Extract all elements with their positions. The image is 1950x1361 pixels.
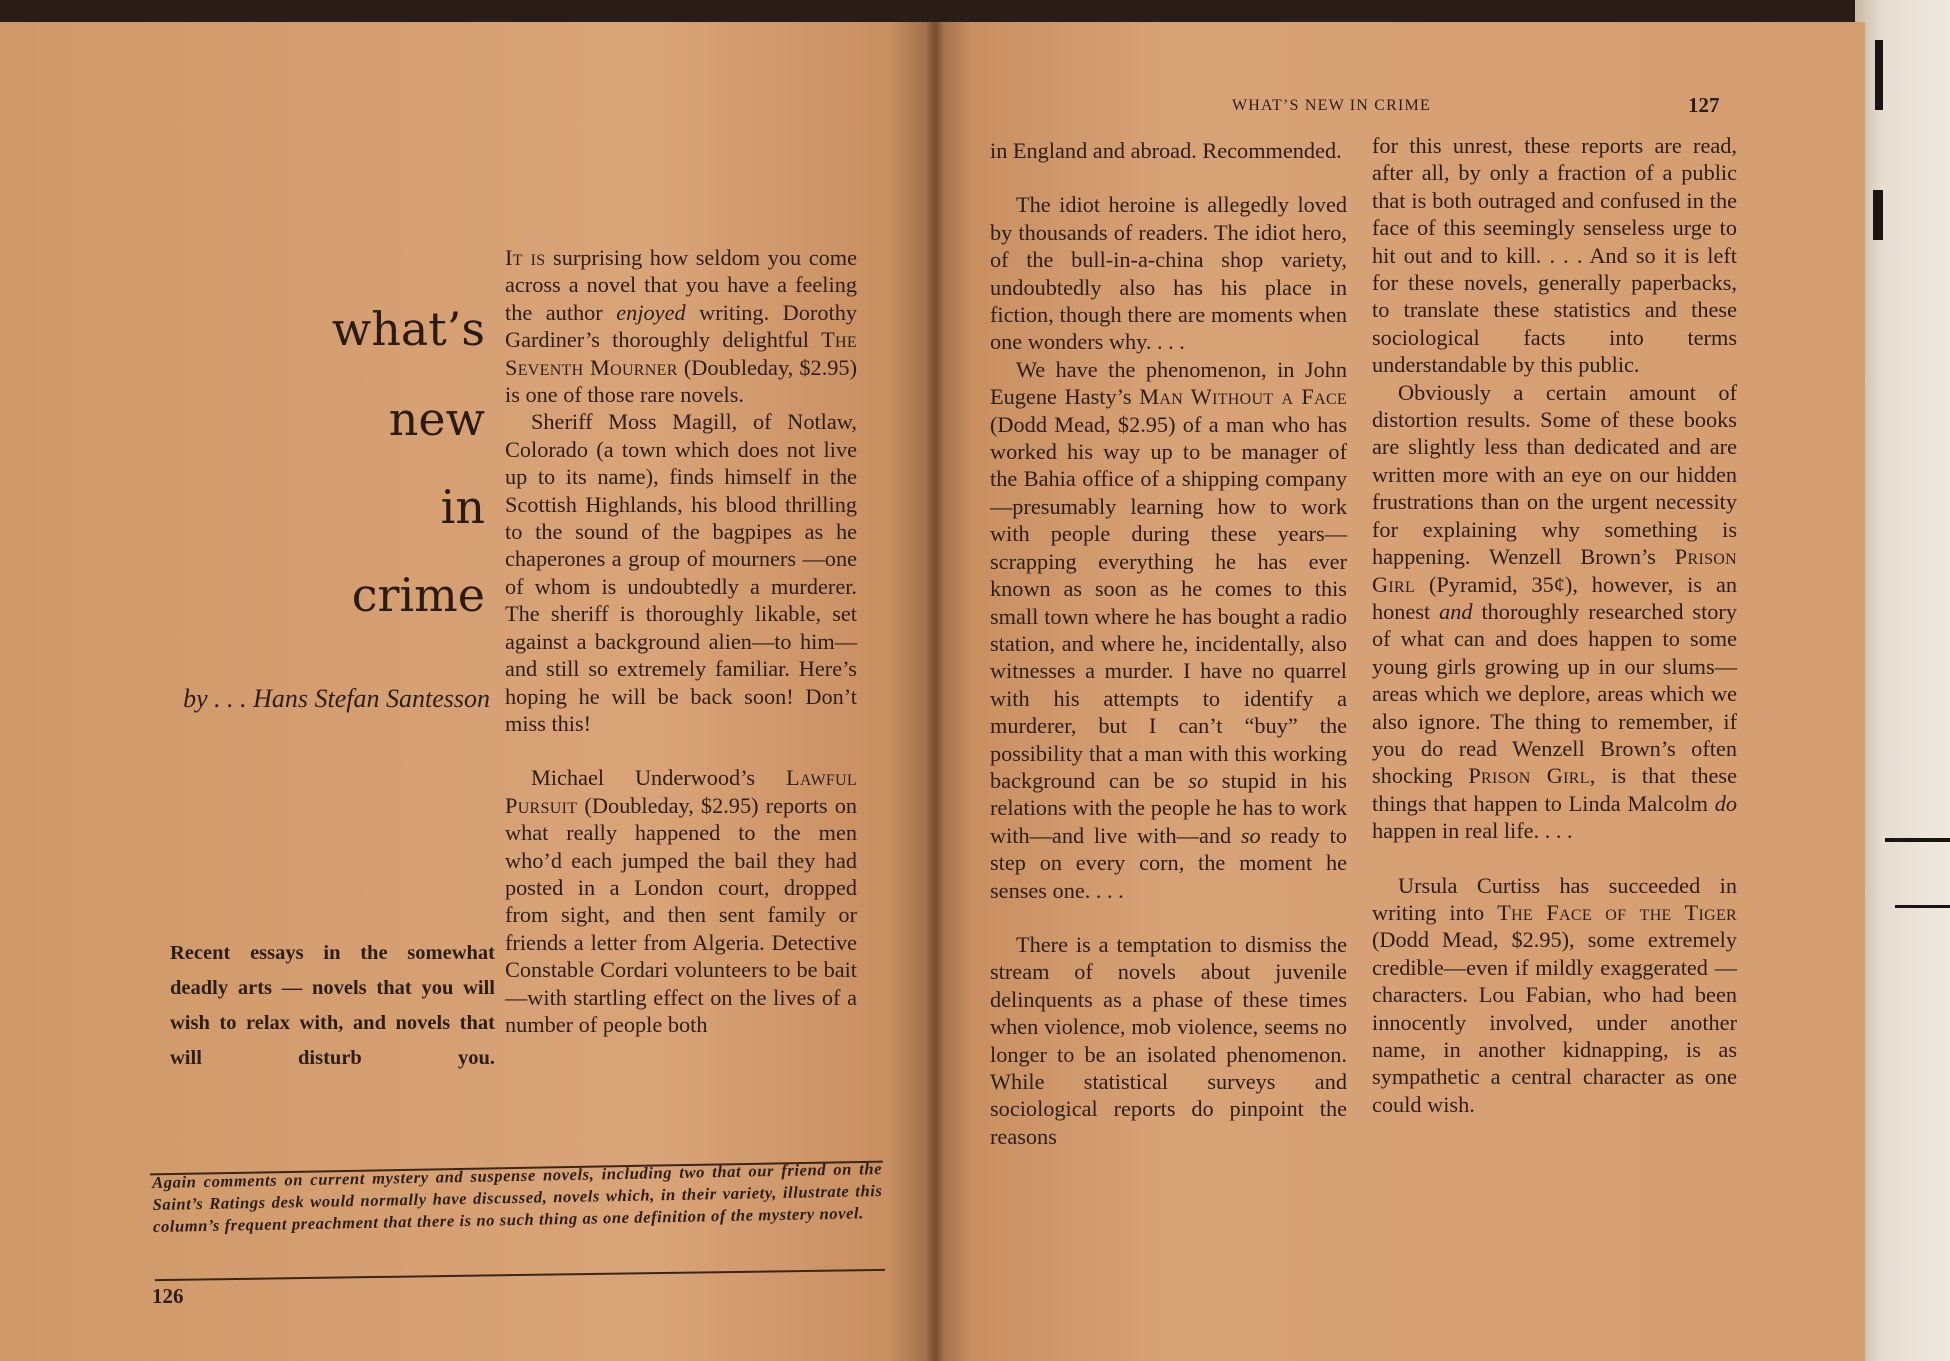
right-text-column-1 [990, 137, 1347, 1150]
edge-mark [1895, 905, 1950, 908]
page-number: 127 [1688, 93, 1720, 117]
running-head: WHAT’S NEW IN CRIME [1232, 97, 1431, 114]
page-number: 126 [152, 1284, 184, 1308]
title-word: what’s [331, 302, 485, 356]
edge-mark [1885, 838, 1950, 842]
paragraph: We have the phenomenon, in John Eugene Hasty’s Man Without a Face (Dodd Mead, $2.95) of a man who has worked his way up to be manager of the Bahia office of a shipping company—presumably learning how to work with people during these years—scrapping everything he has ever known as soon as he comes to this small town where he has bought a radio station, and where he, incidentally, also witnesses a murder. I have no quarrel with his attempts to identify a murderer, but I can’t “buy” the possibility that a man with this working background can be so stupid in his relations with the people he has to work with—and live with—and so ready to step on every corn, the moment he senses one. . . . [990, 356, 1347, 903]
title-word: crime [351, 568, 485, 622]
paragraph: Ursula Curtiss has succeeded in writing into The Face of the Tiger (Dodd Mead, $2.95), some extremely credible—even if mildly exaggerated — characters. Lou Fabian, who had been innocently involved, under another name, in another kidnapping, is as sympathetic a central character as one could wish. [1372, 872, 1738, 1117]
article-title [200, 302, 485, 632]
title-word: in [440, 480, 485, 534]
paragraph: Sheriff Moss Magill, of Notlaw, Colorado (a town which does not live up to its name), finds himself in the Scottish Highlands, his blood thrilling to the sound of the bagpipes as he chaperones a group of mourners —one of whom is undoubtedly a murderer. The sheriff is thoroughly likable, set against a background alien—to him—and still so extremely familiar. Here’s hoping he will be back soon! Don’t miss this! [505, 409, 857, 736]
gutter [926, 22, 944, 1361]
paragraph: for this unrest, these reports are read, after all, by only a fraction of a public that is both outraged and confused in the face of this seemingly senseless urge to hit out and to kill. . . . And so it is left for these novels, generally paperbacks, to translate these statistics and these sociological facts into terms understandable by this public. [1372, 133, 1737, 378]
right-text-column-2 [1372, 132, 1737, 1118]
edge-mark [1873, 190, 1883, 240]
paragraph: There is a temptation to dismiss the stream of novels about juvenile delinquents as a phase of these times when violence, mob violence, seems no longer to be an isolated phenomenon. While statistical surveys and sociological reports do pinpoint the reasons [990, 931, 1347, 1149]
book-title: Prison Girl [1372, 544, 1737, 597]
blurb: Recent essays in the somewhat deadly arts — novels that you will wish to relax with, and novels that will disturb you. [170, 942, 495, 1069]
paragraph: Michael Underwood’s Lawful Pursuit (Doubleday, $2.95) reports on what really happened to the men who’d each jumped the bail they had posted in a London court, dropped from sight, and then sent family or friends a letter from Algeria. Detective Constable Cordari volunteers to be bait—with startling effect on the lives of a number of people both [505, 765, 857, 1037]
paragraph: in England and abroad. Recommended. [990, 138, 1342, 163]
byline: by . . . Hans Stefan Santesson [183, 684, 490, 713]
title-word: new [388, 392, 485, 446]
book-title: Prison Girl [1468, 763, 1590, 789]
paragraph: The idiot heroine is allegedly loved by thousands of readers. The idiot hero, of the bull-in-a-china shop variety, undoubtedly also has his place in fiction, though there are moments when one wonders why. . . . [990, 192, 1347, 355]
paragraph: It is surprising how seldom you come across a novel that you have a feeling the author enjoyed writing. Dorothy Gardiner’s thoroughly delightful The Seventh Mourner (Doubleday, $2.95) is one of those rare novels. [505, 245, 857, 408]
editor-note: Again comments on current mystery and suspense novels, including two that our friend on the Saint’s Ratings desk would normally have discussed, novels which, in their variety, illustrate this column’s frequent preachment that there is no such thing as one definition of the mystery novel. [152, 1158, 883, 1236]
book-title: The Seventh Mourner [505, 327, 857, 380]
divider-rule [155, 1269, 885, 1281]
left-text-column [505, 244, 857, 1038]
adjacent-page-edge [1855, 0, 1950, 1361]
book-title: The Face of the Tiger [1497, 899, 1738, 925]
left-page [0, 22, 935, 1361]
edge-mark [1875, 40, 1883, 110]
drop-lead: It is [505, 245, 546, 270]
book-title: Man Without a Face [1139, 384, 1347, 410]
paragraph: Obviously a certain amount of distortion results. Some of these books are slightly less than dedicated and are written more with an eye on our hidden frustrations than on the urgent necessity for explaining why something is happening. Wenzell Brown’s Prison Girl (Pyramid, 35¢), however, is an honest and thoroughly researched story of what can and does happen to some young girls growing up in our slums—areas which we deplore, areas which we also ignore. The thing to remember, if you do read Wenzell Brown’s often shocking Prison Girl, is that these things that happen to Linda Malcolm do happen in real life. . . . [1372, 379, 1737, 844]
book-title: Lawful Pursuit [505, 765, 857, 818]
